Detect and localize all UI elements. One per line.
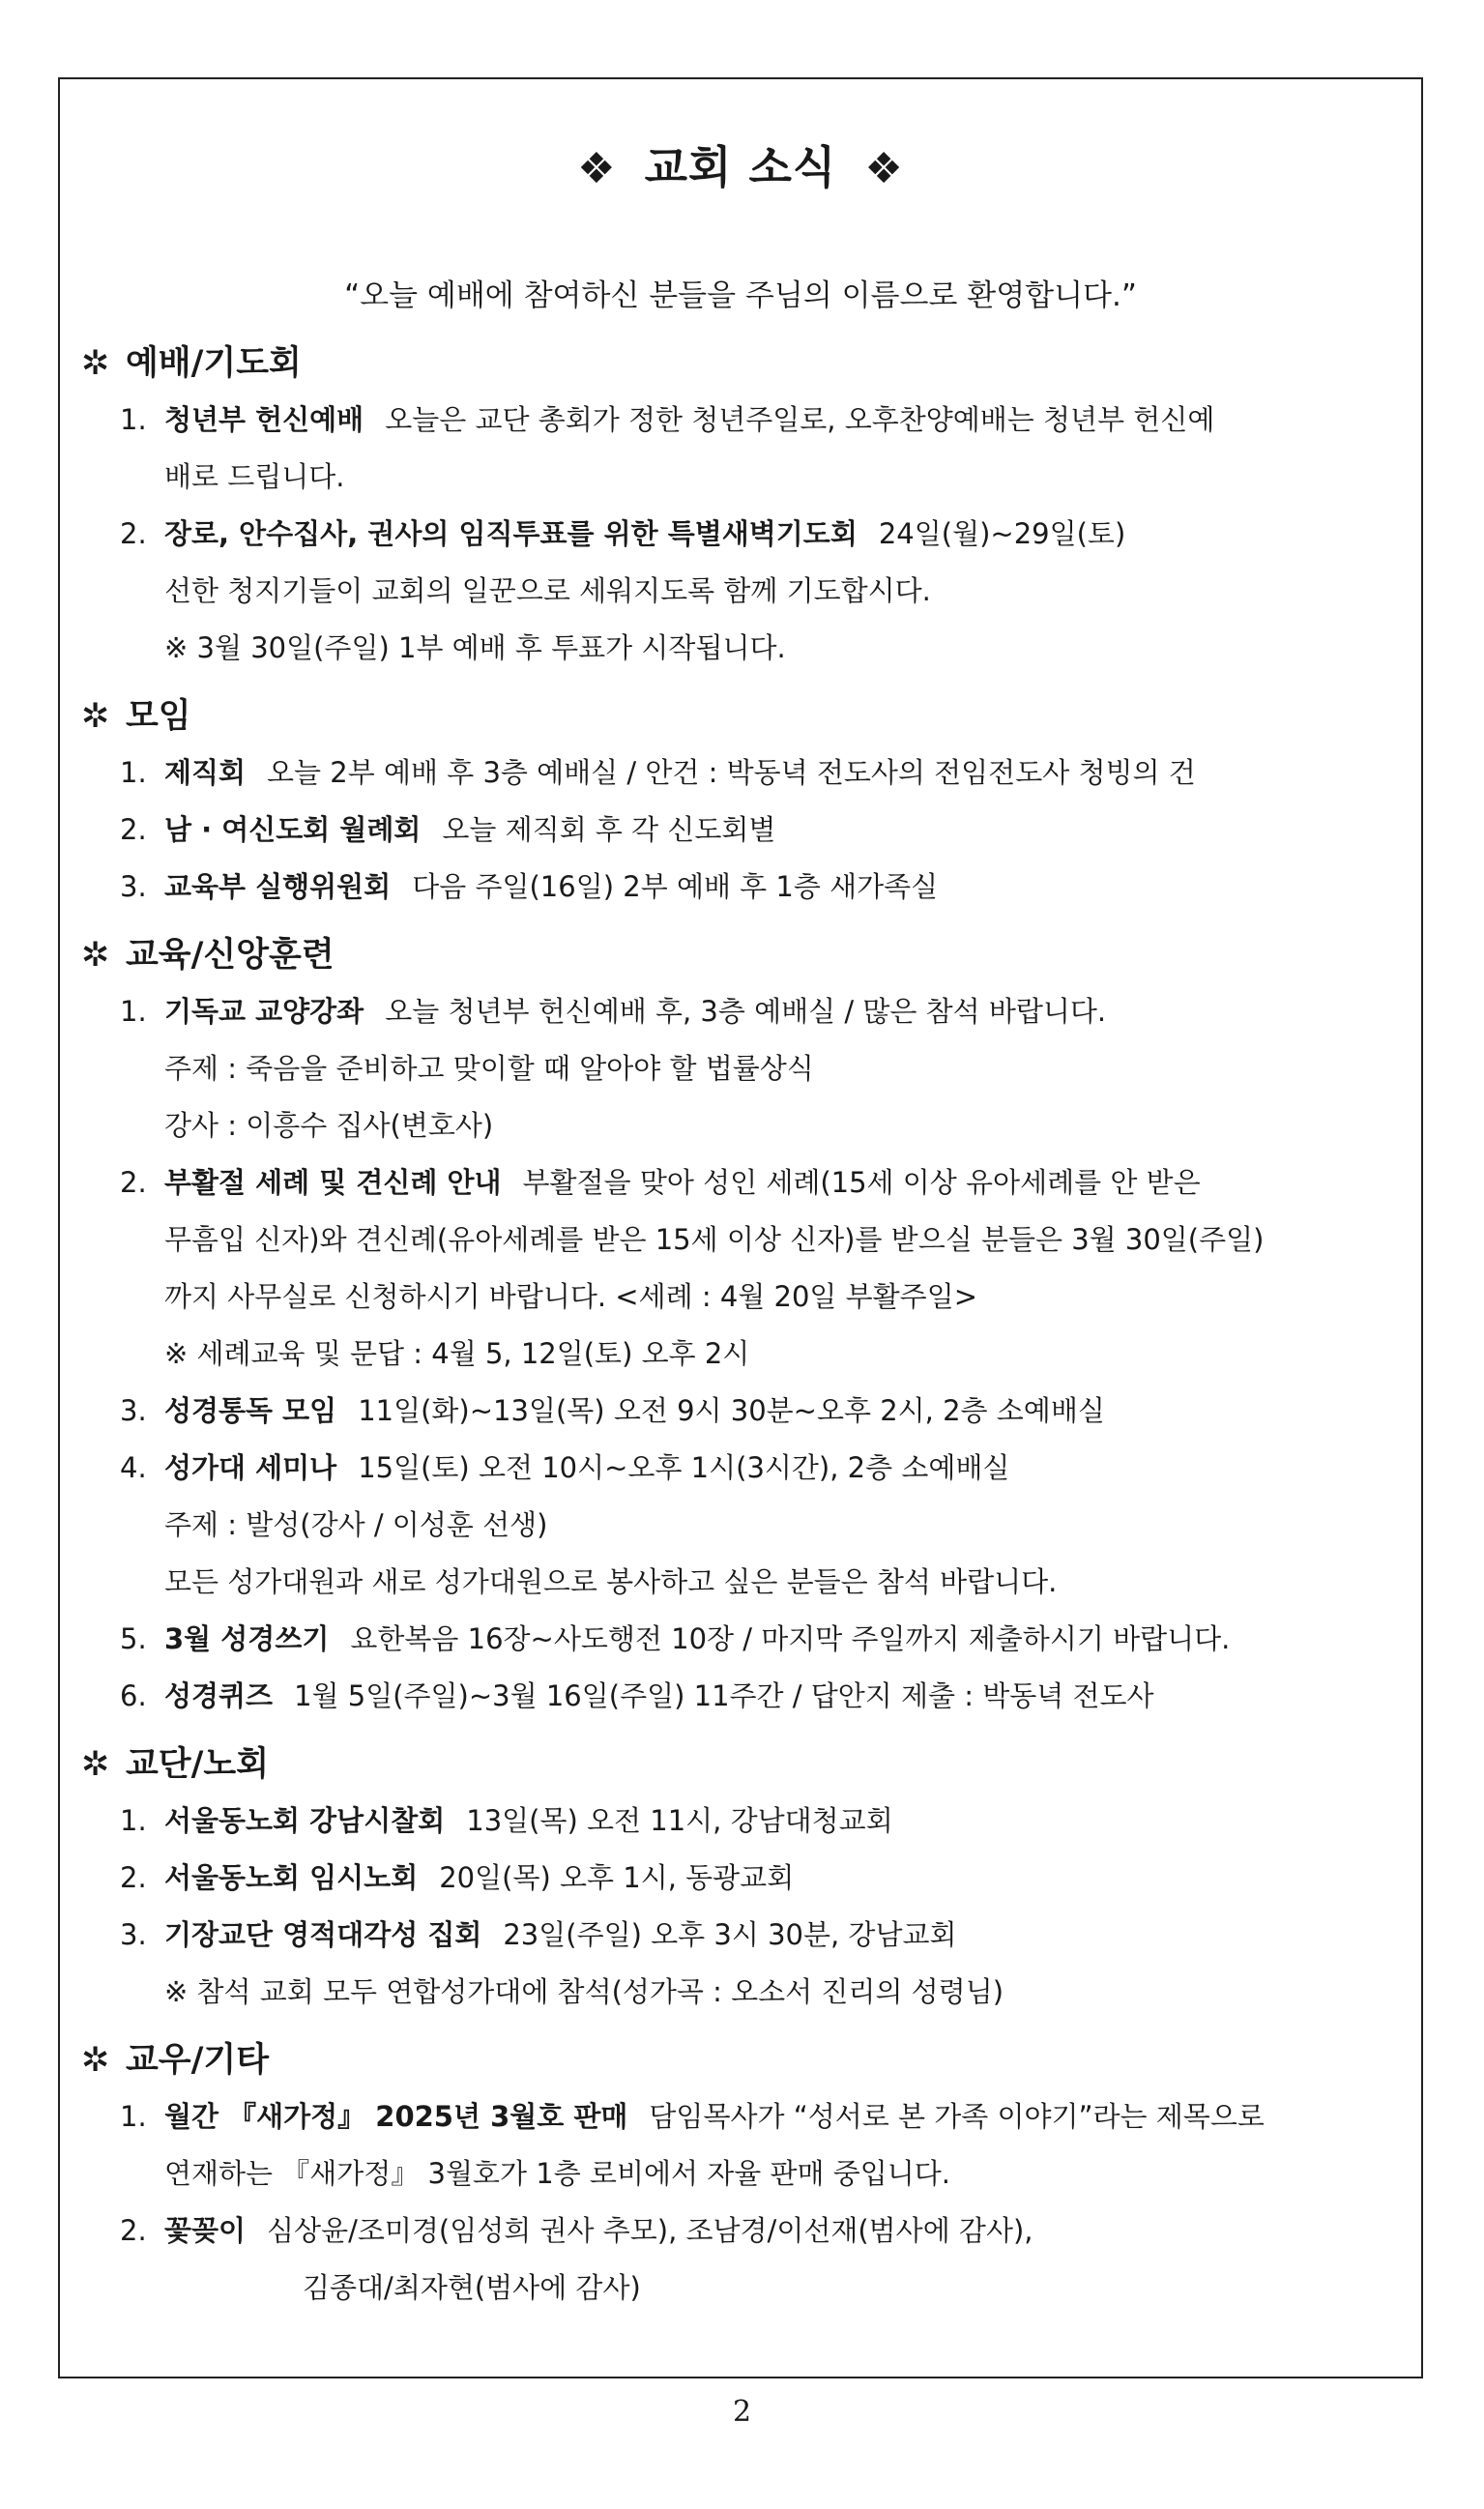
item-text-line: 강사 : 이흥수 집사(변호사) — [164, 1109, 494, 1142]
item-label: 기독교 교양강좌 — [164, 995, 364, 1028]
item-text: 심상윤/조미경(임성희 권사 추모), 조남경/이선재(범사에 감사), — [267, 2214, 1033, 2247]
asterisk-flower-icon: ✲ — [81, 1745, 110, 1784]
item-number: 2. — [120, 1166, 147, 1199]
list-item — [81, 1611, 1401, 1668]
list-item — [81, 1440, 1401, 1611]
item-first-line — [164, 2203, 1401, 2260]
item-text-line: 배로 드립니다. — [164, 460, 345, 493]
item-first-line — [164, 744, 1401, 802]
item-label: 성가대 세미나 — [164, 1451, 337, 1484]
item-number: 3. — [120, 870, 147, 903]
item-text: 오늘 청년부 헌신예배 후, 3층 예배실 / 많은 참석 바랍니다. — [385, 995, 1107, 1028]
item-text: 오늘 2부 예배 후 3층 예배실 / 안건 : 박동녁 전도사의 전임전도사 청빙의 건 — [267, 756, 1196, 789]
item-first-line — [164, 1440, 1401, 1497]
item-first-line — [164, 1154, 1401, 1211]
item-text-line: 까지 사무실로 신청하시기 바랍니다. <세례 : 4월 20일 부활주일> — [164, 1280, 978, 1313]
item-text-line: 무흠입 신자)와 견신례(유아세례를 받은 15세 이상 신자)를 받으실 분들은 3월 30일(주일) — [164, 1223, 1265, 1256]
item-text: 오늘은 교단 총회가 정한 청년주일로, 오후찬양예배는 청년부 헌신예 — [385, 403, 1215, 436]
list-item — [81, 744, 1401, 802]
item-text: 다음 주일(16일) 2부 예배 후 1층 새가족실 — [412, 870, 939, 903]
item-number: 1. — [120, 1804, 147, 1837]
item-number: 2. — [120, 517, 147, 550]
item-number: 2. — [120, 813, 147, 846]
item-label: 부활절 세례 및 견신례 안내 — [164, 1166, 502, 1199]
list-item — [81, 859, 1401, 916]
list-item — [81, 2203, 1401, 2317]
item-text-line: 모든 성가대원과 새로 성가대원으로 봉사하고 싶은 분들은 참석 바랍니다. — [164, 1565, 1058, 1598]
item-text-line: 연재하는 『새가정』 3월호가 1층 로비에서 자율 판매 중입니다. — [164, 2157, 950, 2190]
item-first-line — [164, 859, 1401, 916]
item-label: 3월 성경쓰기 — [164, 1622, 330, 1655]
item-text-line: 주제 : 죽음을 준비하고 맞이할 때 알아야 할 법률상식 — [164, 1052, 814, 1085]
item-number: 1. — [120, 2100, 147, 2133]
section-heading — [81, 1736, 1401, 1793]
list-item — [81, 1668, 1401, 1725]
asterisk-flower-icon: ✲ — [81, 2041, 110, 2080]
list-item — [81, 983, 1401, 1154]
asterisk-flower-icon: ✲ — [81, 697, 110, 736]
item-first-line — [164, 1668, 1401, 1725]
section-heading — [81, 336, 1401, 392]
item-number: 6. — [120, 1679, 147, 1712]
list-item — [81, 1383, 1401, 1440]
section — [81, 1736, 1401, 2021]
item-number: 5. — [120, 1622, 147, 1655]
item-label: 교육부 실행위원회 — [164, 870, 392, 903]
section — [81, 927, 1401, 1725]
list-item — [81, 392, 1401, 506]
list-item — [81, 1907, 1401, 2021]
item-text-line: ※ 3월 30일(주일) 1부 예배 후 투표가 시작됩니다. — [164, 631, 786, 664]
item-text: 11일(화)~13일(목) 오전 9시 30분~오후 2시, 2층 소예배실 — [358, 1394, 1105, 1427]
item-label: 장로, 안수집사, 권사의 임직투표를 위한 특별새벽기도회 — [164, 517, 858, 550]
item-text-line: 선한 청지기들이 교회의 일꾼으로 세워지도록 함께 기도합시다. — [164, 574, 931, 607]
item-text: 담임목사가 “성서로 본 가족 이야기”라는 제목으로 — [649, 2100, 1265, 2133]
item-label: 성경통독 모임 — [164, 1394, 337, 1427]
section-heading — [81, 688, 1401, 744]
item-text-line: ※ 세례교육 및 문답 : 4월 5, 12일(토) 오후 2시 — [164, 1337, 750, 1370]
item-text: 23일(주일) 오후 3시 30분, 강남교회 — [503, 1918, 957, 1951]
item-label: 청년부 헌신예배 — [164, 403, 364, 436]
item-text: 부활절을 맞아 성인 세례(15세 이상 유아세례를 안 받은 — [522, 1166, 1201, 1199]
item-first-line — [164, 2088, 1401, 2145]
item-label: 기장교단 영적대각성 집회 — [164, 1918, 482, 1951]
item-number: 1. — [120, 756, 147, 789]
list-item — [81, 2088, 1401, 2203]
news-content — [81, 336, 1401, 2328]
list-item — [81, 1154, 1401, 1383]
asterisk-flower-icon: ✲ — [81, 936, 110, 975]
item-first-line — [164, 1383, 1401, 1440]
item-first-line — [164, 983, 1401, 1040]
item-label: 남 · 여신도회 월례회 — [164, 813, 422, 846]
item-label: 서울동노회 강남시찰회 — [164, 1804, 446, 1837]
section-heading — [81, 2032, 1401, 2088]
item-number: 2. — [120, 2214, 147, 2247]
section-heading — [81, 927, 1401, 983]
item-number: 4. — [120, 1451, 147, 1484]
item-label: 꽃꽂이 — [164, 2214, 247, 2247]
item-text-line: 주제 : 발성(강사 / 이성훈 선생) — [164, 1508, 548, 1541]
item-text: 24일(월)~29일(토) — [878, 517, 1126, 550]
section — [81, 2032, 1401, 2317]
item-text: 1월 5일(주일)~3월 16일(주일) 11주간 / 답안지 제출 : 박동녁 전도사 — [294, 1679, 1154, 1712]
item-text-line: ※ 참석 교회 모두 연합성가대에 참석(성가곡 : 오소서 진리의 성령님) — [164, 1975, 1004, 2008]
item-first-line — [164, 392, 1401, 449]
item-text: 20일(목) 오후 1시, 동광교회 — [439, 1861, 795, 1894]
item-number: 2. — [120, 1861, 147, 1894]
section-heading-text: 교단/노회 — [126, 1745, 270, 1784]
item-number: 3. — [120, 1394, 147, 1427]
item-number: 1. — [120, 403, 147, 436]
item-text-line: 김종대/최자현(범사에 감사) — [303, 2271, 641, 2304]
item-first-line — [164, 1793, 1401, 1850]
page-title — [60, 132, 1421, 196]
welcome-message: “오늘 예배에 참여하신 분들을 주님의 이름으로 환영합니다.” — [344, 278, 1137, 313]
page-number: 2 — [732, 2395, 752, 2429]
section-heading-text: 예배/기도회 — [126, 344, 302, 383]
section-heading-text: 교우/기타 — [126, 2041, 270, 2080]
item-label: 월간 『새가정』 2025년 3월호 판매 — [164, 2100, 628, 2133]
item-first-line — [164, 1850, 1401, 1907]
list-item — [81, 1850, 1401, 1907]
item-label: 서울동노회 임시노회 — [164, 1861, 419, 1894]
item-first-line — [164, 1611, 1401, 1668]
item-text: 15일(토) 오전 10시~오후 1시(3시간), 2층 소예배실 — [358, 1451, 1010, 1484]
asterisk-flower-icon: ✲ — [81, 344, 110, 383]
diamond-ornament-icon: ❖ — [577, 144, 617, 193]
list-item — [81, 1793, 1401, 1850]
section-heading-text: 모임 — [126, 697, 191, 736]
diamond-ornament-icon: ❖ — [864, 144, 904, 193]
item-first-line — [164, 802, 1401, 859]
item-text: 요한복음 16장~사도행전 10장 / 마지막 주일까지 제출하시기 바랍니다. — [350, 1622, 1231, 1655]
list-item — [81, 506, 1401, 677]
page-title-text: 교회 소식 — [644, 141, 837, 193]
item-label: 제직회 — [164, 756, 247, 789]
bulletin-frame — [58, 77, 1423, 2378]
item-number: 3. — [120, 1918, 147, 1951]
item-text: 13일(목) 오전 11시, 강남대청교회 — [466, 1804, 893, 1837]
item-text: 오늘 제직회 후 각 신도회별 — [442, 813, 776, 846]
section — [81, 688, 1401, 916]
section — [81, 336, 1401, 677]
item-number: 1. — [120, 995, 147, 1028]
item-first-line — [164, 506, 1401, 563]
section-heading-text: 교육/신앙훈련 — [126, 936, 335, 975]
list-item — [81, 802, 1401, 859]
item-first-line — [164, 1907, 1401, 1964]
item-label: 성경퀴즈 — [164, 1679, 274, 1712]
